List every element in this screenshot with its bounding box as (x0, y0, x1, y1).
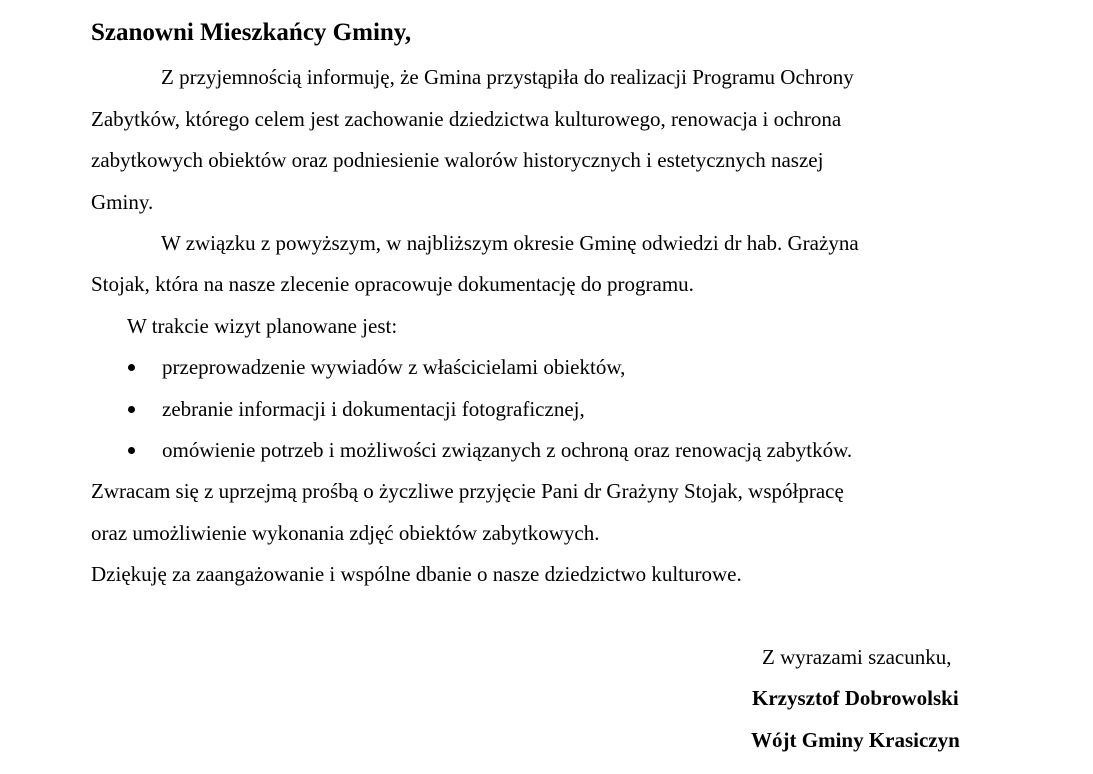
paragraph1-line1: Z przyjemnością informuję, że Gmina przystąpiła do realizacji Programu Ochrony (161, 65, 854, 89)
paragraph3-line1: Zwracam się z uprzejmą prośbą o życzliwe przyjęcie Pani dr Grażyny Stojak, współpracę (91, 479, 844, 503)
signature-title: Wójt Gminy Krasiczyn (751, 728, 960, 752)
bullet-icon (128, 406, 135, 413)
closing-text: Z wyrazami szacunku, (762, 645, 952, 669)
paragraph1-line2: Zabytków, którego celem jest zachowanie dziedzictwa kulturowego, renowacja i ochrona (91, 107, 842, 131)
paragraph2-line2: Stojak, która na nasze zlecenie opracowuje dokumentację do programu. (91, 272, 694, 296)
paragraph1-line3: zabytkowych obiektów oraz podniesienie walorów historycznych i estetycznych naszej (91, 148, 824, 172)
paragraph1-line4: Gminy. (91, 190, 154, 214)
list-item: przeprowadzenie wywiadów z właścicielami obiektów, (162, 355, 626, 379)
list-item: omówienie potrzeb i możliwości związanych z ochroną oraz renowacją zabytków. (162, 438, 853, 462)
paragraph3-line2: oraz umożliwienie wykonania zdjęć obiektów zabytkowych. (91, 521, 600, 545)
bullet-icon (128, 364, 135, 371)
signature-name: Krzysztof Dobrowolski (752, 686, 959, 710)
list-intro: W trakcie wizyt planowane jest: (127, 314, 398, 338)
paragraph2-line1: W związku z powyższym, w najbliższym okresie Gminę odwiedzi dr hab. Grażyna (161, 231, 859, 255)
bullet-icon (128, 447, 135, 454)
paragraph4: Dziękuję za zaangażowanie i wspólne dbanie o nasze dziedzictwo kulturowe. (91, 562, 742, 586)
greeting: Szanowni Mieszkańcy Gminy, (91, 19, 412, 46)
list-item: zebranie informacji i dokumentacji fotograficznej, (162, 397, 585, 421)
